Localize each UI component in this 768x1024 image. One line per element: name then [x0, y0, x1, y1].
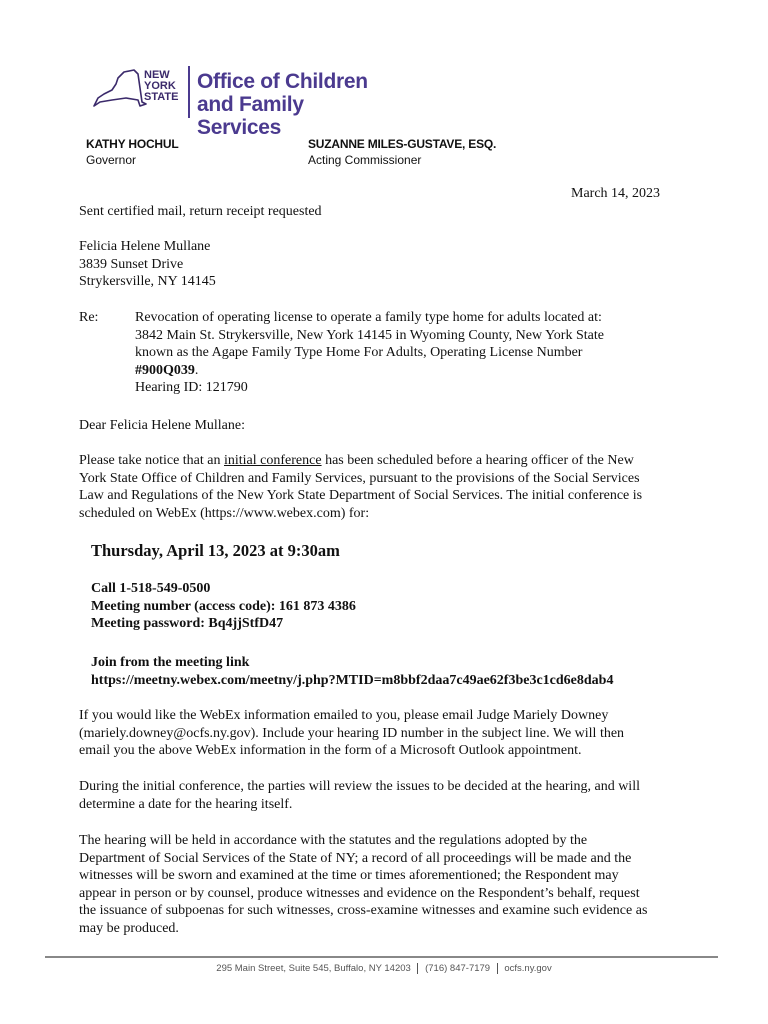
meeting-join — [91, 654, 613, 689]
para1-line1-pre: Please take notice that an — [79, 453, 224, 468]
meeting-details — [91, 580, 356, 633]
para4-line2: Department of Social Services of the State of NY; a record of all proceedings will be made and the — [79, 850, 632, 866]
re-subject — [135, 309, 604, 397]
paragraph-email — [79, 707, 624, 760]
state-wordmark — [144, 70, 178, 103]
para1-line1-post: has been scheduled before a hearing officer of the New — [321, 453, 634, 468]
para4-line6: may be produced. — [79, 920, 179, 936]
meeting-password: Meeting password: Bq4jjStfD47 — [91, 616, 284, 631]
license-suffix: . — [194, 362, 199, 378]
footer-separator — [497, 963, 498, 974]
org-name-line1: Office of Children — [197, 70, 368, 93]
governor-block — [86, 136, 179, 168]
meeting-join-label: Join from the meeting link — [91, 655, 250, 670]
new-york-state-map-icon — [90, 64, 150, 114]
para2-line2: (mariely.downey@ocfs.ny.gov). Include your hearing ID number in the subject line. We will then — [79, 725, 625, 741]
hearing-id: Hearing ID: 121790 — [135, 380, 248, 395]
footer — [0, 963, 768, 974]
paragraph-notice — [79, 452, 642, 522]
governor-name: KATHY HOCHUL — [86, 137, 179, 151]
para4-line3: witnesses will be sworn and examined at the time or times aforementioned; the Respondent may — [79, 868, 619, 883]
delivery-method: Sent certified mail, return receipt requested — [79, 204, 322, 219]
meeting-datetime: Thursday, April 13, 2023 at 9:30am — [91, 541, 340, 560]
footer-address: 295 Main Street, Suite 545, Buffalo, NY 14203 — [216, 963, 411, 975]
para2-line3: email you the above WebEx information in the form of a Microsoft Outlook appointment. — [79, 743, 582, 758]
recipient-city: Strykersville, NY 14145 — [79, 274, 216, 289]
para4-line4: appear in person or by counsel, produce witnesses and evidence on the Respondent’s behalf, request — [79, 885, 640, 901]
para1-line1 — [79, 452, 642, 470]
paragraph-hearing — [79, 832, 647, 937]
meeting-link[interactable]: https://meetny.webex.com/meetny/j.php?MTID=m8bbf2daa7c49ae62f3be3c1cd6e8dab4 — [91, 672, 614, 688]
footer-phone: (716) 847-7179 — [425, 963, 491, 975]
recipient-name: Felicia Helene Mullane — [79, 239, 211, 254]
governor-title: Governor — [86, 153, 137, 167]
re-line1: Revocation of operating license to operate a family type home for adults located at: — [135, 310, 602, 325]
para1-line2: York State Office of Children and Family Services, pursuant to the provisions of the Social Services — [79, 470, 640, 486]
org-name-line2: and Family Services — [197, 93, 304, 139]
state-word-new: NEW — [144, 69, 170, 81]
footer-website: ocfs.ny.gov — [504, 963, 552, 975]
re-label: Re: — [79, 310, 99, 325]
license-number: #900Q039 — [135, 362, 195, 378]
state-word-state: STATE — [144, 91, 179, 103]
footer-separator — [417, 963, 418, 974]
recipient-address — [79, 238, 216, 291]
commissioner-block — [308, 136, 496, 168]
ocfs-logo — [90, 60, 390, 139]
para4-line5: the issuance of subpoenas for such witnesses, cross-examine witnesses and examine such evidence as — [79, 903, 648, 918]
para2-line1: If you would like the WebEx information emailed to you, please email Judge Mariely Downey — [79, 708, 609, 723]
para4-line1: The hearing will be held in accordance with the statutes and the regulations adopted by the — [79, 833, 588, 848]
re-license-line — [135, 362, 604, 380]
salutation: Dear Felicia Helene Mullane: — [79, 418, 245, 433]
para1-line4: scheduled on WebEx (https://www.webex.com) for: — [79, 505, 370, 521]
paragraph-conference — [79, 778, 640, 813]
meeting-access-code: Meeting number (access code): 161 873 4386 — [91, 598, 356, 614]
logo-divider — [188, 66, 190, 118]
letter-date: March 14, 2023 — [571, 186, 661, 201]
para3-line2: determine a date for the hearing itself. — [79, 796, 293, 812]
initial-conference-text: initial conference — [224, 453, 322, 468]
re-line2: 3842 Main St. Strykersville, New York 14145 in Wyoming County, New York State — [135, 327, 604, 343]
organization-name — [197, 70, 390, 139]
re-line3: known as the Agape Family Type Home For Adults, Operating License Number — [135, 345, 583, 360]
commissioner-name: SUZANNE MILES-GUSTAVE, ESQ. — [308, 137, 497, 151]
recipient-street: 3839 Sunset Drive — [79, 256, 184, 272]
state-word-york: YORK — [144, 80, 176, 92]
footer-divider — [45, 956, 718, 958]
para1-line3: Law and Regulations of the New York State Department of Social Services. The initial conference is — [79, 488, 643, 503]
commissioner-title: Acting Commissioner — [308, 153, 422, 167]
meeting-call-number: Call 1-518-549-0500 — [91, 581, 211, 596]
para3-line1: During the initial conference, the parties will review the issues to be decided at the hearing, and will — [79, 779, 640, 794]
